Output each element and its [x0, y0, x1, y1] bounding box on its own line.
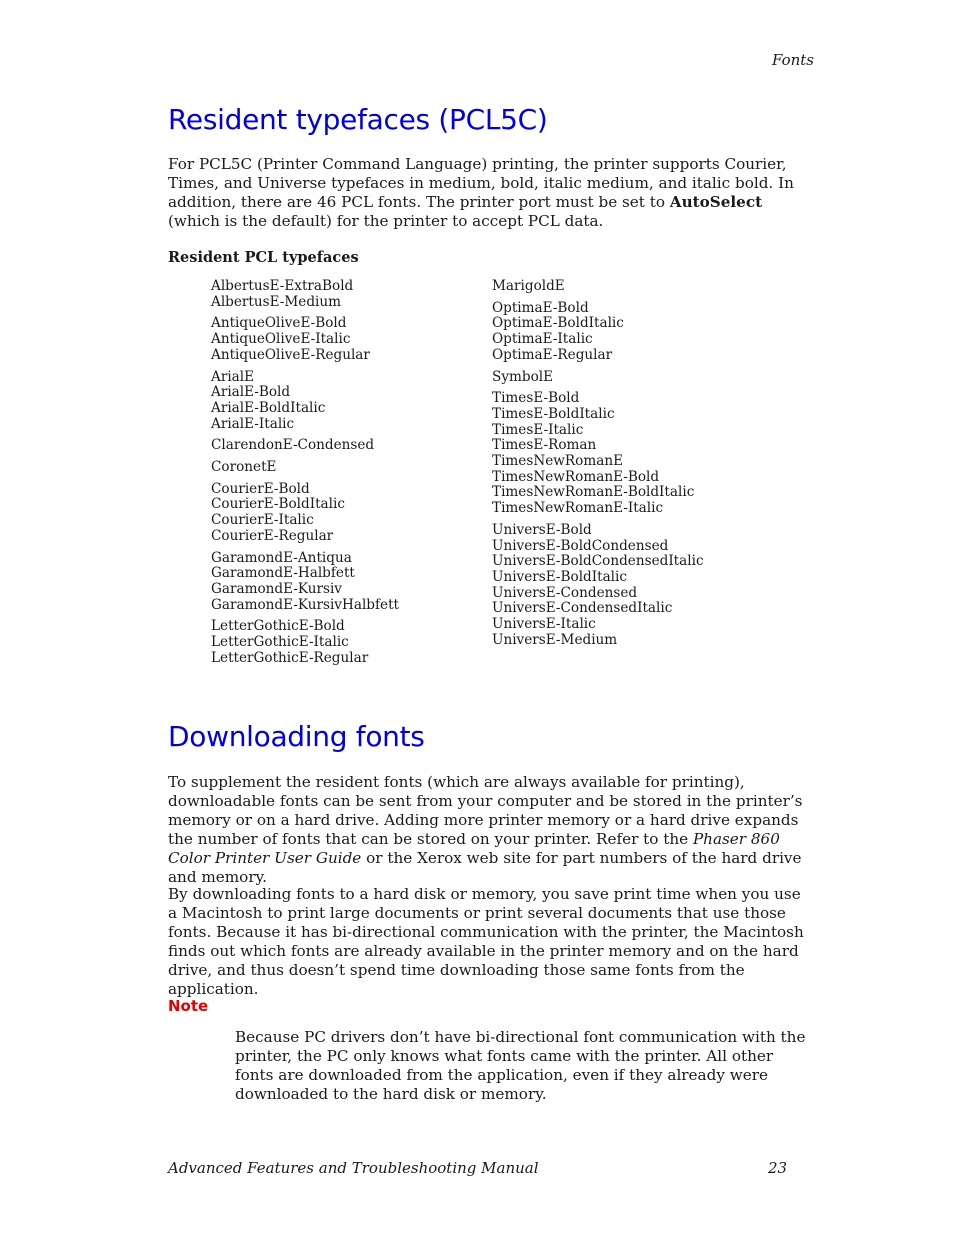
typeface-item: TimesE-Italic [492, 421, 584, 438]
typeface-item: ArialE-Bold [211, 384, 291, 401]
typeface-item: CourierE-Regular [211, 527, 334, 544]
typeface-group [211, 482, 399, 545]
typeface-item: AntiqueOliveE-Bold [211, 315, 347, 332]
running-head: Fonts [771, 51, 814, 69]
typeface-group [492, 279, 704, 295]
typeface-item: OptimaE-Regular [492, 346, 613, 363]
section-title-downloading-fonts: Downloading fonts [168, 720, 425, 753]
typeface-item: ArialE-Italic [211, 415, 295, 432]
note-text: Because PC drivers don’t have bi-directional font communication with the printer, the PC only knows what fonts came with the printer. All other fonts are downloaded from the application, even if they already were downloaded to the hard disk or memory. [235, 1028, 806, 1103]
typeface-item: UniversE-Bold [492, 521, 592, 538]
typeface-item: UniversE-Condensed [492, 584, 638, 601]
typeface-item: GaramondE-Kursiv [211, 580, 342, 597]
page-number: 23 [768, 1159, 788, 1177]
typeface-item: LetterGothicE-Bold [211, 618, 345, 635]
autoselect-term: AutoSelect [669, 193, 763, 211]
typeface-group [492, 370, 704, 386]
typeface-list-left [211, 279, 399, 672]
typeface-item: TimesNewRomanE-Bold [492, 468, 660, 485]
typeface-group [211, 370, 399, 433]
typeface-item: AlbertusE-Medium [211, 293, 342, 310]
footer-manual-title: Advanced Features and Troubleshooting Manual [168, 1159, 539, 1177]
typeface-group [211, 551, 399, 614]
user-guide-title: Phaser 860 Color Printer User Guide [168, 830, 780, 867]
typeface-item: GaramondE-Halbfett [211, 565, 355, 582]
typeface-item: ArialE-BoldItalic [211, 399, 326, 416]
typeface-item: UniversE-Medium [492, 631, 618, 648]
typeface-group [492, 391, 704, 517]
typeface-item: UniversE-BoldCondensedItalic [492, 553, 704, 570]
typeface-item: AntiqueOliveE-Regular [211, 346, 370, 363]
section-title-resident-typefaces: Resident typefaces (PCL5C) [168, 103, 548, 136]
typeface-item: CourierE-BoldItalic [211, 496, 345, 513]
typeface-item: AlbertusE-ExtraBold [211, 278, 354, 294]
typeface-item: LetterGothicE-Italic [211, 634, 349, 651]
typeface-item: GaramondE-KursivHalbfett [211, 596, 399, 613]
typeface-group [211, 279, 399, 310]
typeface-group [492, 301, 704, 364]
downloading-paragraph-1: To supplement the resident fonts (which are always available for printing), downloadable fonts can be sent from your computer and be stored in the printer’s memory or on a hard drive. Adding more printer memory or a hard drive expands the number of fonts that can be stored on your printer. Refer to the Phaser 860 Color Printer User Guide or the Xerox web site for part numbers of the hard drive and memory. [168, 773, 803, 886]
typeface-list-right [492, 279, 704, 654]
typeface-item: OptimaE-BoldItalic [492, 315, 624, 332]
typeface-item: AntiqueOliveE-Italic [211, 331, 351, 348]
typeface-item: UniversE-BoldItalic [492, 568, 627, 585]
downloading-paragraph-2: By downloading fonts to a hard disk or memory, you save print time when you use a Macintosh to print large documents or print several documents that use those fonts. Because it has bi-directional communication with the printer, the Macintosh finds out which fonts are already available in the printer memory and on the hard drive, and thus doesn’t spend time downloading those same fonts from the application. [168, 885, 804, 998]
typeface-item: UniversE-CondensedItalic [492, 600, 673, 617]
typeface-item: MarigoldE [492, 278, 565, 294]
typeface-item: ClarendonE-Condensed [211, 437, 375, 454]
typeface-group [211, 438, 399, 454]
typeface-item: TimesNewRomanE [492, 453, 623, 470]
typeface-item: GaramondE-Antiqua [211, 549, 352, 566]
typeface-item: ArialE [211, 368, 255, 385]
typeface-item: TimesNewRomanE-BoldItalic [492, 484, 695, 501]
note-label: Note [168, 997, 209, 1015]
intro-paragraph: For PCL5C (Printer Command Language) printing, the printer supports Courier, Times, and Universe typefaces in medium, bold, italic medium, and italic bold. In addition, there are 46 PCL fonts. The printer port must be set to AutoSelect (which is the default) for the printer to accept PCL data. [168, 155, 794, 230]
typeface-item: OptimaE-Italic [492, 331, 593, 348]
typeface-group [211, 316, 399, 363]
typeface-item: LetterGothicE-Regular [211, 649, 369, 666]
typeface-item: TimesNewRomanE-Italic [492, 500, 664, 517]
typeface-group [492, 523, 704, 649]
typeface-group [211, 460, 399, 476]
typeface-item: SymbolE [492, 368, 554, 385]
typeface-item: TimesE-Bold [492, 390, 580, 407]
typeface-item: CourierE-Italic [211, 512, 314, 529]
typeface-item: OptimaE-Bold [492, 299, 589, 316]
list-title: Resident PCL typefaces [168, 249, 359, 266]
typeface-group [211, 619, 399, 666]
typeface-item: TimesE-BoldItalic [492, 405, 615, 422]
typeface-item: CourierE-Bold [211, 480, 310, 497]
typeface-item: UniversE-Italic [492, 616, 596, 633]
typeface-item: TimesE-Roman [492, 437, 597, 454]
typeface-item: CoronetE [211, 459, 277, 476]
typeface-item: UniversE-BoldCondensed [492, 537, 669, 554]
